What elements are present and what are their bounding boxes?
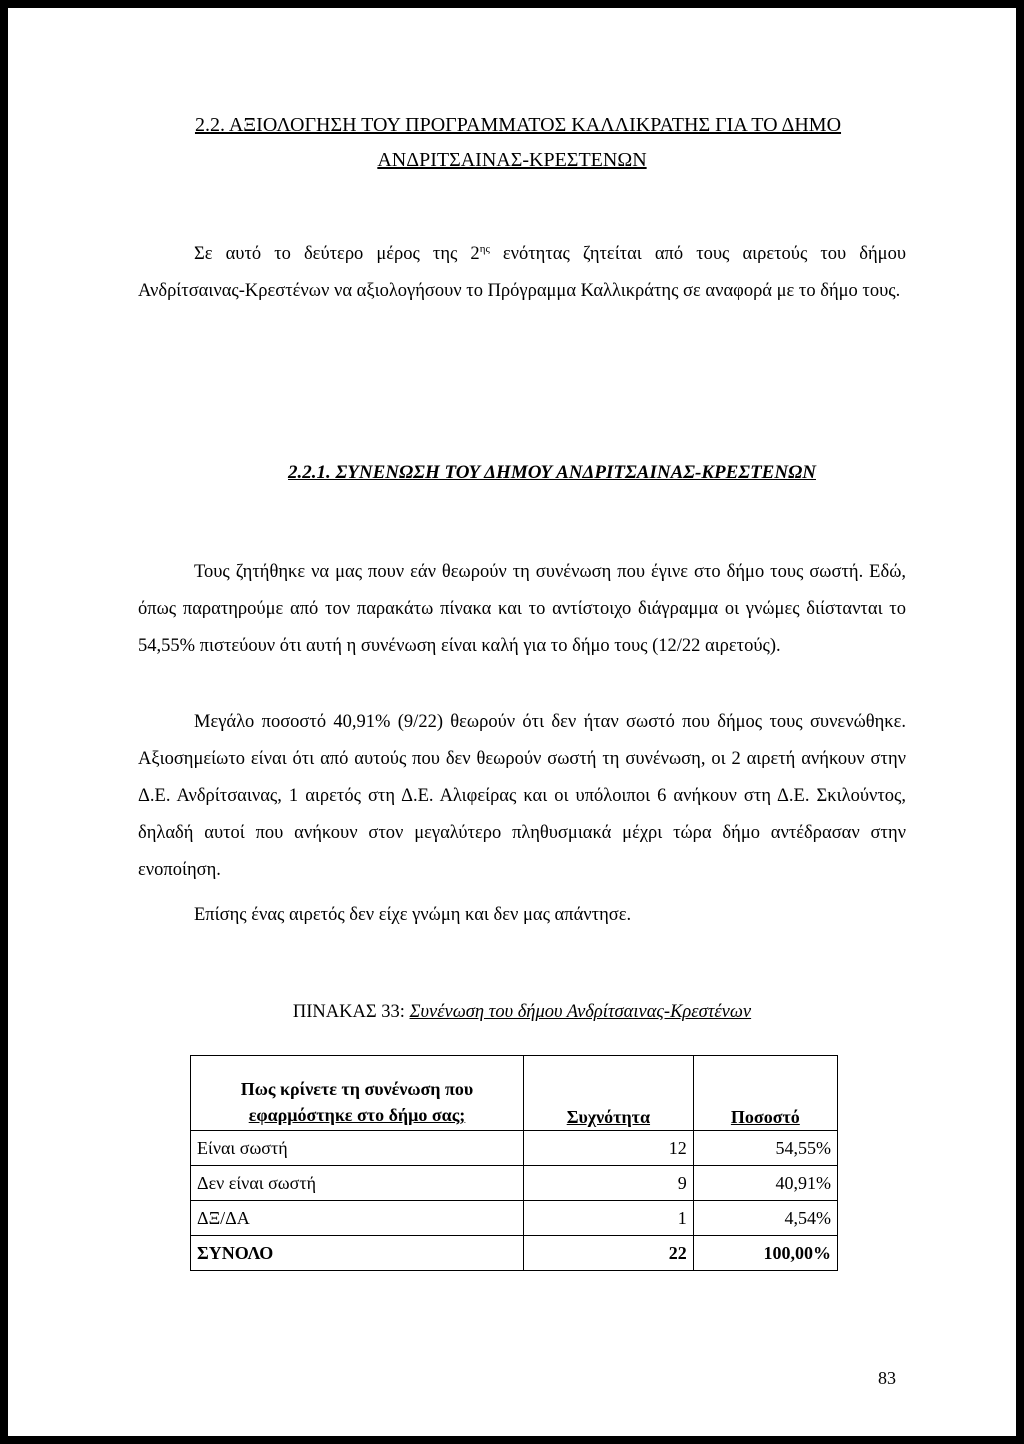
- paragraph-disagreement: Μεγάλο ποσοστό 40,91% (9/22) θεωρούν ότι δεν ήταν σωστό που δήμος τους συνενώθηκε. Αξιοσημείωτο είναι ότι από αυτούς που δεν θεωρούν σωστή τη συνένωση, οι 2 αιρετή ανήκουν στην Δ.Ε. Ανδρίτσαινας, 1 αιρετός στη Δ.Ε. Αλιφείρας και οι υπόλοιποι 6 ανήκουν στη Δ.Ε. Σκιλούντος, δηλαδή αυτοί που ανήκουν στον μεγαλύτερο πληθυσμιακά μέχρι τώρα δήμο αντέδρασαν στην ενοποίηση.: [138, 712, 906, 880]
- row-frequency: 12: [524, 1131, 694, 1166]
- question-header-line1: Πως κρίνετε τη συνένωση που: [240, 1079, 474, 1099]
- document-page: [8, 8, 1016, 1436]
- table-caption: [8, 1002, 1016, 1023]
- row-percentage: 40,91%: [693, 1166, 837, 1201]
- frequency-header: Συχνότητα: [524, 1056, 694, 1131]
- total-percentage: 100,00%: [693, 1236, 837, 1271]
- paragraph-agreement: Τους ζητήθηκε να μας πουν εάν θεωρούν τη συνένωση που έγινε στο δήμο τους σωστή. Εδώ, όπως παρατηρούμε από τον παρακάτω πίνακα και το αντίστοιχο διάγραμμα οι γνώμες διίστανται το 54,55% πιστεύουν ότι αυτή η συνένωση είναι καλή για το δήμο τους (12/22 αιρετούς).: [138, 562, 906, 656]
- row-percentage: 54,55%: [693, 1131, 837, 1166]
- total-label: ΣΥΝΟΛΟ: [191, 1236, 524, 1271]
- table-caption-prefix: ΠΙΝΑΚΑΣ 33:: [292, 1002, 410, 1022]
- page-number: 83: [878, 1368, 896, 1388]
- intro-text-start: Σε αυτό το δεύτερο μέρος της 2: [194, 244, 480, 265]
- row-frequency: 9: [524, 1166, 694, 1201]
- intro-superscript: ης: [479, 243, 490, 255]
- total-frequency: 22: [524, 1236, 694, 1271]
- section-heading-line2: ΑΝΔΡΙΤΣΑΙΝΑΣ-ΚΡΕΣΤΕΝΩΝ: [377, 149, 647, 171]
- percentage-header: Ποσοστό: [693, 1056, 837, 1131]
- section-heading-line1: 2.2. ΑΞΙΟΛΟΓΗΣΗ ΤΟΥ ΠΡΟΓΡΑΜΜΑΤΟΣ ΚΑΛΛΙΚΡΑΤΗΣ ΓΙΑ ΤΟ ΔΗΜΟ: [194, 114, 842, 136]
- row-label: Δεν είναι σωστή: [191, 1166, 524, 1201]
- intro-text-end: ενότητας ζητείται από τους αιρετούς του δήμου Ανδρίτσαινας-Κρεστένων να αξιολογήσουν το Πρόγραμμα Καλλικράτης σε αναφορά με το δήμο τους.: [138, 244, 906, 302]
- row-label: Είναι σωστή: [191, 1131, 524, 1166]
- row-frequency: 1: [524, 1201, 694, 1236]
- results-table: [190, 1055, 838, 1271]
- table-caption-title: Συνένωση του δήμου Ανδρίτσαινας-Κρεστένων: [409, 1002, 752, 1022]
- table-total-row: [191, 1236, 838, 1271]
- table-row: [191, 1201, 838, 1236]
- intro-paragraph: [138, 231, 906, 310]
- paragraph-no-opinion: Επίσης ένας αιρετός δεν είχε γνώμη και δεν μας απάντησε.: [194, 905, 632, 925]
- subsection-heading: 2.2.1. ΣΥΝΕΝΩΣΗ ΤΟΥ ΔΗΜΟΥ ΑΝΔΡΙΤΣΑΙΝΑΣ-ΚΡΕΣΤΕΝΩΝ: [288, 462, 816, 483]
- table-row: [191, 1131, 838, 1166]
- question-header-line2: εφαρμόστηκε στο δήμο σας;: [248, 1105, 466, 1125]
- row-percentage: 4,54%: [693, 1201, 837, 1236]
- question-header: [191, 1056, 524, 1131]
- table-row: [191, 1166, 838, 1201]
- table-header-row: [191, 1056, 838, 1131]
- row-label: ΔΞ/ΔΑ: [191, 1201, 524, 1236]
